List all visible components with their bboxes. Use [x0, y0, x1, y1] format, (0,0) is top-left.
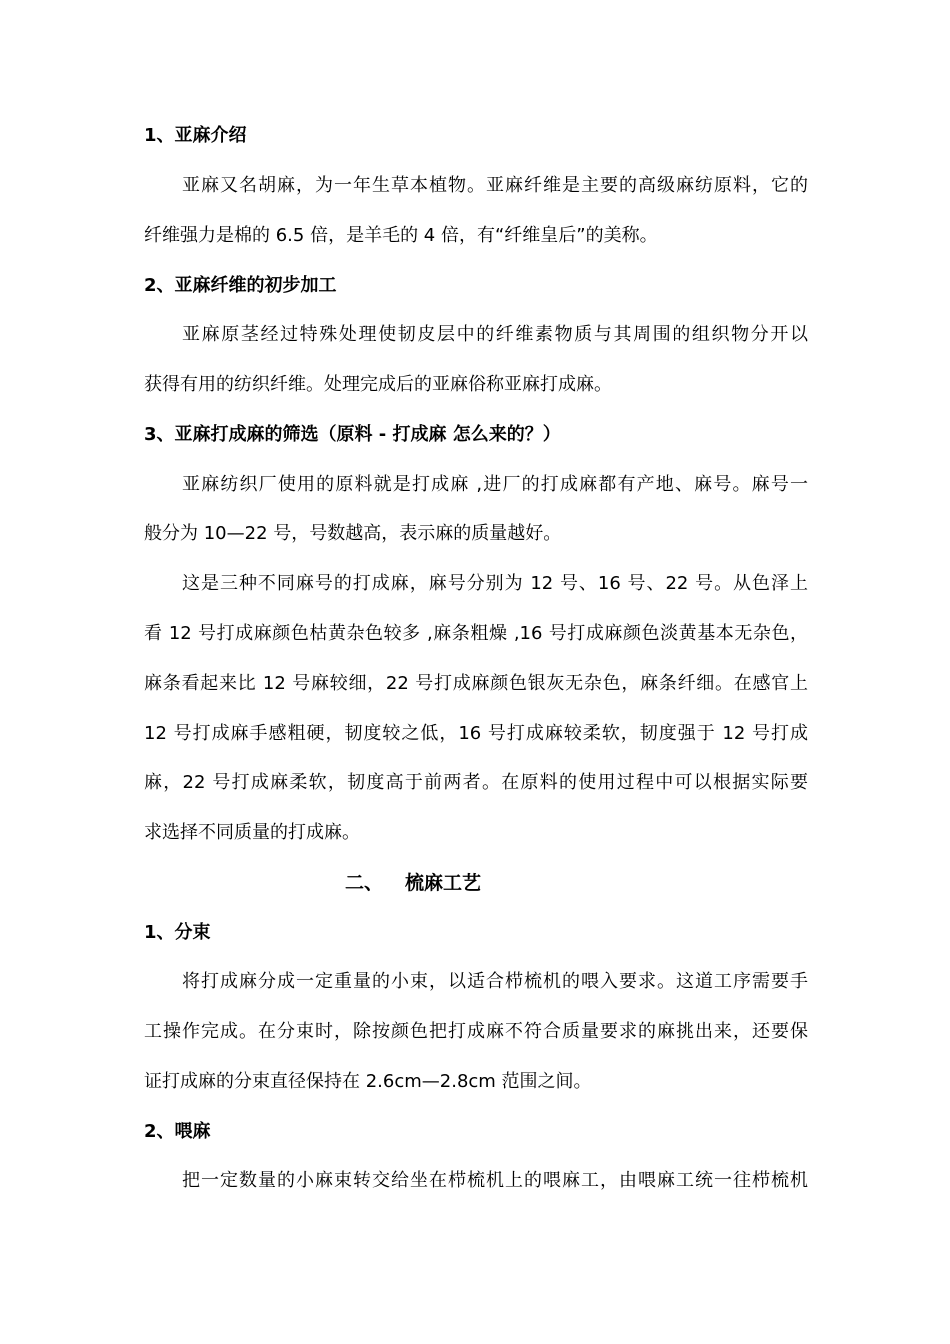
paragraph-line: 纤维强力是棉的 6.5 倍，是羊毛的 4 倍，有“纤维皇后”的美称。	[144, 225, 658, 246]
chapter-title: 梳麻工艺	[405, 872, 482, 894]
section-heading-feeding: 2、喂麻	[144, 1121, 211, 1142]
paragraph-line: 麻，22 号打成麻柔软，韧度高于前两者。在原料的使用过程中可以根据实际要	[144, 772, 808, 793]
chapter-number: 二、	[345, 872, 384, 894]
section-heading-bundling: 1、分束	[144, 922, 211, 943]
paragraph-line: 这是三种不同麻号的打成麻，麻号分别为 12 号、16 号、22 号。从色泽上	[182, 573, 808, 594]
section-heading-initial-processing: 2、亚麻纤维的初步加工	[144, 275, 337, 296]
paragraph-line: 麻条看起来比 12 号麻较细，22 号打成麻颜色银灰无杂色，麻条纤细。在感官上	[144, 673, 808, 694]
paragraph-line: 亚麻又名胡麻，为一年生草本植物。亚麻纤维是主要的高级麻纺原料，它的	[182, 175, 808, 196]
paragraph-line: 求选择不同质量的打成麻。	[144, 822, 360, 843]
section-heading-screening: 3、亚麻打成麻的筛选（原料 - 打成麻 怎么来的？）	[144, 424, 561, 445]
paragraph-line: 将打成麻分成一定重量的小束，以适合栉梳机的喂入要求。这道工序需要手	[182, 971, 808, 992]
paragraph-line: 工操作完成。在分束时，除按颜色把打成麻不符合质量要求的麻挑出来，还要保	[144, 1021, 808, 1042]
paragraph-line: 亚麻纺织厂使用的原料就是打成麻 ,进厂的打成麻都有产地、麻号。麻号一	[182, 474, 808, 495]
paragraph-line: 获得有用的纺织纤维。处理完成后的亚麻俗称亚麻打成麻。	[144, 374, 612, 395]
paragraph-line: 看 12 号打成麻颜色枯黄杂色较多 ,麻条粗燥 ,16 号打成麻颜色淡黄基本无杂色，	[144, 623, 808, 644]
chapter-heading	[345, 871, 481, 895]
paragraph-line: 亚麻原茎经过特殊处理使韧皮层中的纤维素物质与其周围的组织物分开以	[182, 324, 808, 345]
paragraph-line: 证打成麻的分束直径保持在 2.6cm—2.8cm 范围之间。	[144, 1071, 592, 1092]
paragraph-line: 12 号打成麻手感粗硬，韧度较之低，16 号打成麻较柔软，韧度强于 12 号打成	[144, 723, 808, 744]
section-heading-flax-intro: 1、亚麻介绍	[144, 125, 247, 146]
paragraph-line: 般分为 10—22 号，号数越高，表示麻的质量越好。	[144, 523, 562, 544]
paragraph-line: 把一定数量的小麻束转交给坐在栉梳机上的喂麻工，由喂麻工统一往栉梳机	[182, 1170, 808, 1191]
